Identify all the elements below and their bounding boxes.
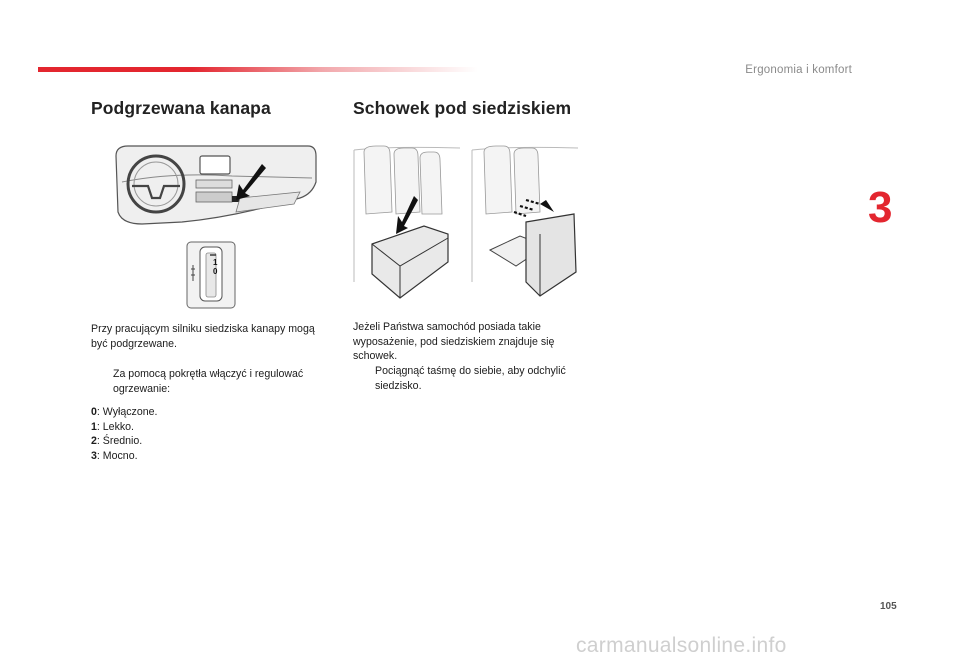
list-item: 0: Wyłączone. xyxy=(91,406,158,418)
header-accent-bar xyxy=(38,67,478,72)
list-item: 3: Mocno. xyxy=(91,449,138,462)
heated-bench-instruction xyxy=(91,367,331,396)
dashboard-illustration xyxy=(112,142,320,232)
chapter-number: 3 xyxy=(868,183,893,232)
knob-label-1: 1 xyxy=(213,258,218,267)
list-item: 1: Lekko. xyxy=(91,420,135,433)
heating-levels-list xyxy=(91,405,291,463)
storage-intro: Jeżeli Państwa samochód posiada takie wyposażenie, pod siedziskiem znajduje się schowek. xyxy=(353,321,555,363)
bullet-arrow-icon xyxy=(353,364,375,393)
page-number: 105 xyxy=(880,601,897,612)
storage-instruction-text: Pociągnąć taśmę do siebie, aby odchylić siedzisko. xyxy=(375,365,566,392)
storage-instruction xyxy=(353,364,585,393)
heating-knob-illustration xyxy=(186,241,236,309)
bullet-arrow-icon xyxy=(91,367,113,396)
knob-label-0: 0 xyxy=(213,267,218,276)
under-seat-storage-heading: Schowek pod siedziskiem xyxy=(353,98,572,118)
heated-bench-intro: Przy pracującym silniku siedziska kanapy mogą być podgrzewane. xyxy=(91,323,315,350)
section-title: Ergonomia i komfort xyxy=(745,64,852,76)
list-item: 2: Średnio. xyxy=(91,435,143,448)
heated-bench-instruction-text: Za pomocą pokrętła włączyć i regulować ogrzewanie: xyxy=(113,368,304,395)
seat-storage-illustration xyxy=(350,142,582,308)
watermark: carmanualsonline.info xyxy=(576,634,787,657)
heated-bench-heading: Podgrzewana kanapa xyxy=(91,98,271,118)
